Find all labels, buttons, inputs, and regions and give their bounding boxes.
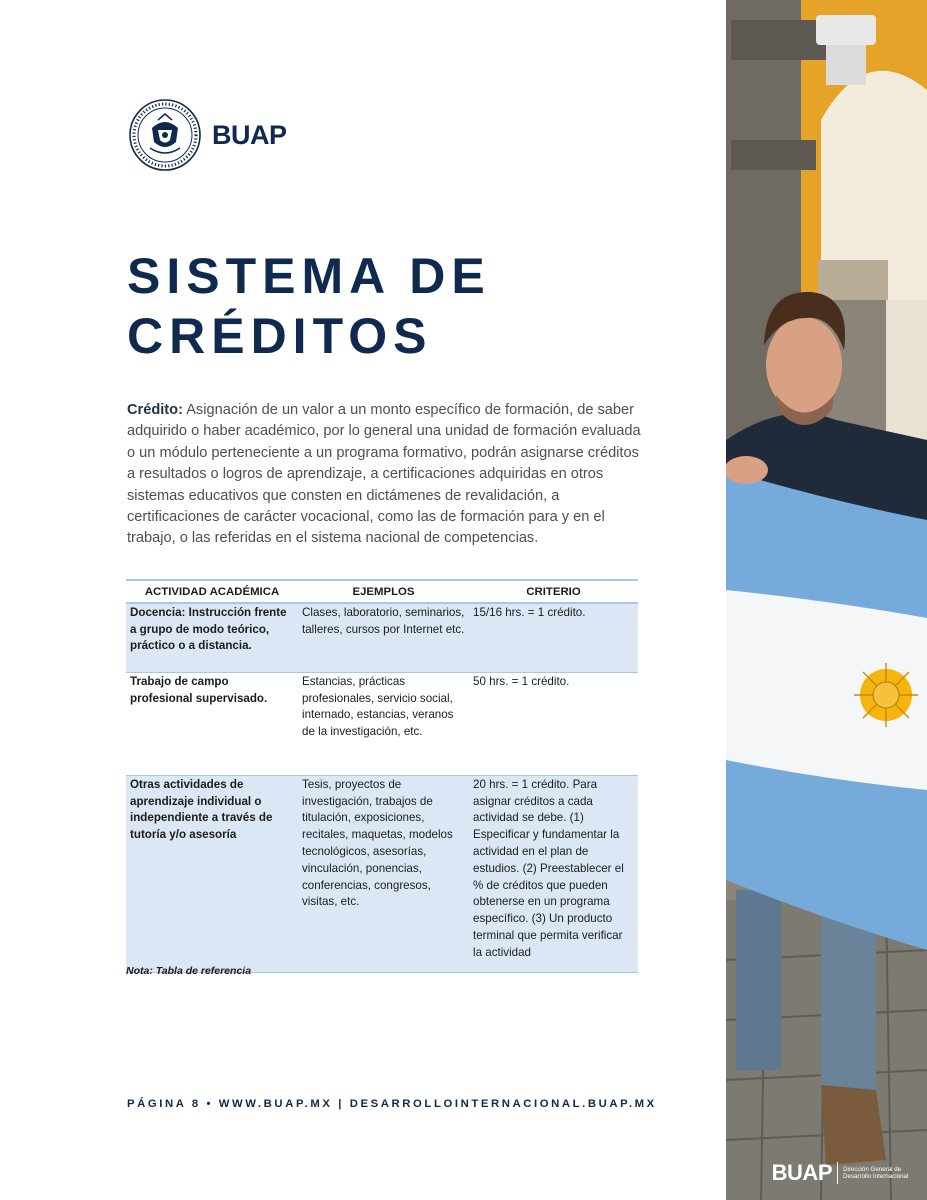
title-line-1: SISTEMA DE — [127, 248, 491, 304]
criterion-cell: 50 hrs. = 1 crédito. — [469, 672, 638, 775]
table-note: Nota: Tabla de referencia — [126, 965, 252, 977]
table-row — [126, 775, 638, 972]
table-row — [126, 672, 638, 775]
title-line-2: CRÉDITOS — [127, 308, 433, 364]
credits-table-wrapper — [126, 579, 638, 973]
page-footer: PÁGINA 8 • WWW.BUAP.MX | DESARROLLOINTERNACIONAL.BUAP.MX — [127, 1098, 657, 1110]
criterion-cell: 20 hrs. = 1 crédito. Para asignar créditos a cada actividad se debe. (1) Especificar y fundamentar la actividad en el plan de estudios. (2) Preestablecer el % de créditos que pueden obtenerse en un programa específico. (3) Un producto terminal que permita verificar la actividad — [469, 775, 638, 972]
brand-name: BUAP — [212, 119, 287, 150]
column-header-criterion: CRITERIO — [469, 580, 638, 603]
activity-cell: Otras actividades de aprendizaje individual o independiente a través de tutoría y/o asesoría — [126, 775, 298, 972]
header-logo — [128, 98, 287, 172]
brand-divider — [837, 1162, 838, 1184]
credits-table — [126, 579, 638, 973]
table-header-row — [126, 580, 638, 603]
page-title — [127, 246, 491, 366]
photo-brand-mark — [772, 1160, 915, 1186]
definition-paragraph — [127, 400, 642, 550]
university-seal-icon — [128, 98, 202, 172]
activity-cell: Trabajo de campo profesional supervisado. — [126, 672, 298, 775]
table-row — [126, 603, 638, 673]
column-header-examples: EJEMPLOS — [298, 580, 469, 603]
photo-brand-name: BUAP — [771, 1160, 832, 1185]
argentina-flag-icon — [726, 470, 927, 950]
examples-cell: Estancias, prácticas profesionales, servicio social, internado, estancias, veranos de la investigación, etc. — [298, 672, 469, 775]
photo-illustration — [726, 0, 927, 1200]
examples-cell: Tesis, proyectos de investigación, trabajos de titulación, exposiciones, recitales, maquetas, modelos tecnológicos, asesorías, vinculación, ponencias, conferencias, congresos, visitas, etc. — [298, 775, 469, 972]
activity-cell: Docencia: Instrucción frente a grupo de modo teórico, práctico o a distancia. — [126, 603, 298, 673]
examples-cell: Clases, laboratorio, seminarios, talleres, cursos por Internet etc. — [298, 603, 469, 673]
definition-text: Asignación de un valor a un monto específico de formación, de saber adquirido o haber académico, por lo general una unidad de formación evaluada o un módulo perteneciente a un programa formativo, podrán asignarse créditos a resultados o logros de aprendizaje, a certificaciones adquiridas en otros sistemas educativos que consten en dictámenes de revalidación, a certificaciones de carácter vocacional, como las de formación para y en el trabajo, o las referidas en el sistema nacional de competencias. — [127, 402, 641, 547]
column-header-activity: ACTIVIDAD ACADÉMICA — [126, 580, 298, 603]
definition-term: Crédito: — [127, 402, 183, 418]
photo-brand-subtitle: Dirección General de Desarrollo Internacional — [843, 1165, 909, 1180]
criterion-cell: 15/16 hrs. = 1 crédito. — [469, 603, 638, 673]
student-photo — [726, 0, 927, 1200]
